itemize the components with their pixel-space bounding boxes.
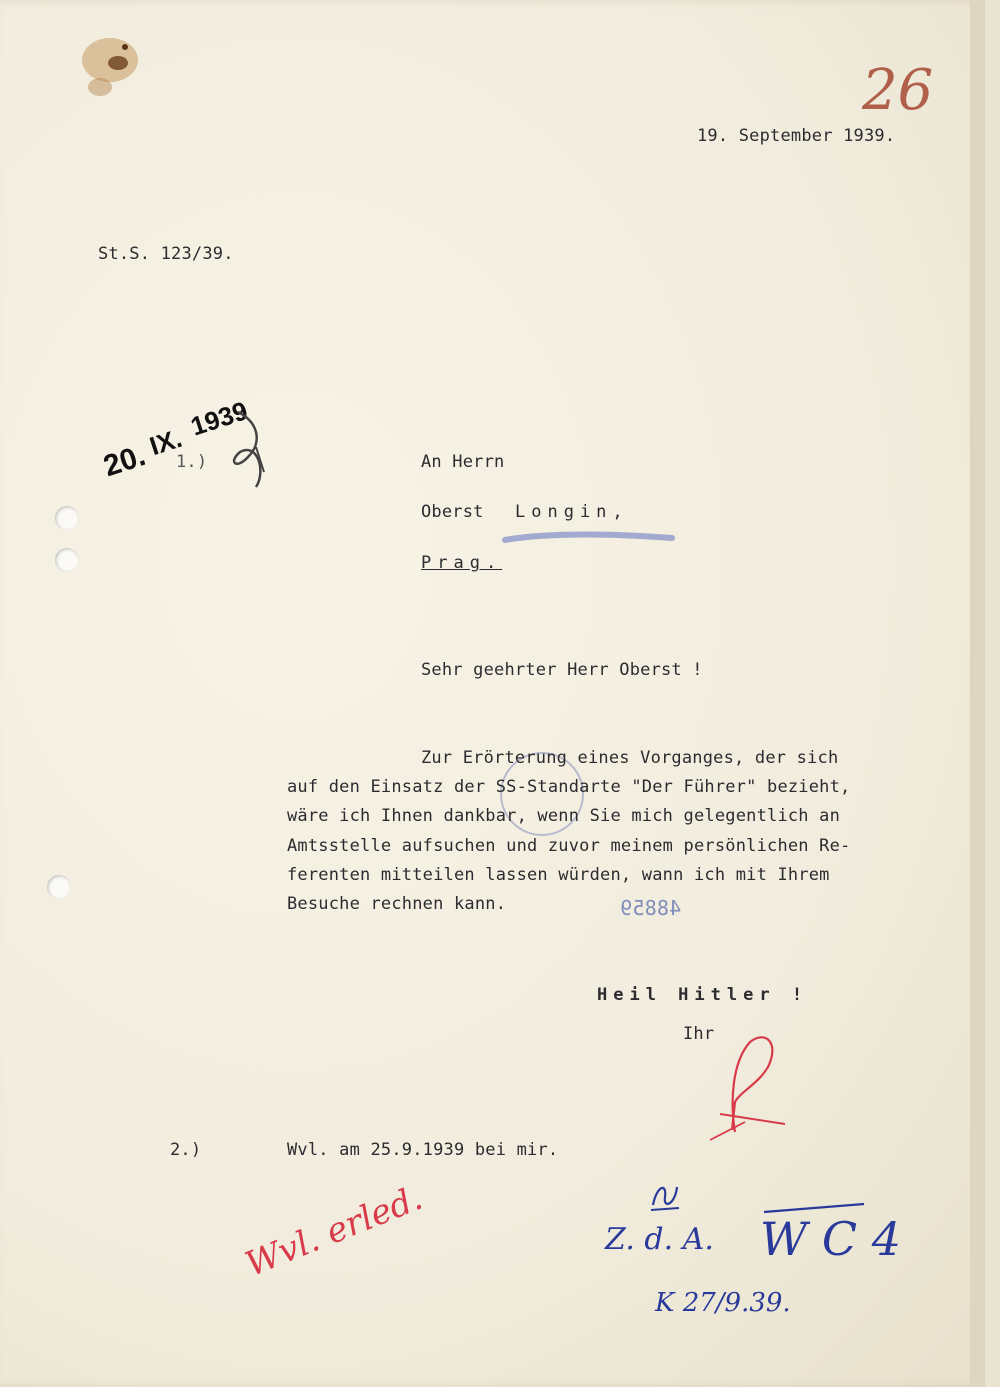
stamp-day: 20. bbox=[99, 439, 150, 484]
body-line: Besuche rechnen kann. bbox=[287, 894, 507, 914]
punch-hole bbox=[55, 548, 79, 572]
paper-edge bbox=[970, 0, 985, 1387]
initials-scribble bbox=[218, 402, 278, 492]
stamp-month: IX. bbox=[145, 422, 186, 462]
blue-note-code: W C 4 bbox=[760, 1212, 901, 1266]
blue-underline bbox=[500, 528, 680, 548]
punch-hole bbox=[55, 506, 79, 530]
punch-hole bbox=[47, 875, 71, 899]
document-date: 19. September 1939. bbox=[697, 126, 896, 146]
recipient-city: Prag. bbox=[421, 553, 503, 573]
body-line: ferenten mitteilen lassen würden, wann ich mit Ihrem bbox=[287, 865, 830, 885]
reference-number: St.S. 123/39. bbox=[98, 244, 234, 264]
blue-overline bbox=[760, 1198, 870, 1218]
mirrored-number-stamp: 48859 bbox=[620, 896, 682, 920]
item-2-marker: 2.) bbox=[170, 1140, 202, 1160]
closing-greeting: Heil Hitler ! bbox=[597, 985, 809, 1005]
body-line: Zur Erörterung eines Vorganges, der sich bbox=[421, 748, 839, 768]
salutation: Sehr geehrter Herr Oberst ! bbox=[421, 660, 703, 680]
signature-red bbox=[690, 1022, 800, 1152]
body-line: Amtsstelle aufsuchen und zuvor meinem persönlichen Re- bbox=[287, 836, 851, 856]
blue-note-line1: Z. d. A. bbox=[605, 1222, 714, 1257]
body-line: wäre ich Ihnen dankbar, wenn Sie mich gelegentlich an bbox=[287, 806, 841, 826]
recipient-line1: An Herrn bbox=[421, 452, 505, 472]
recipient-name: Longin, bbox=[515, 502, 629, 522]
body-line: auf den Einsatz der SS-Standarte "Der Führer" bezieht, bbox=[287, 777, 851, 797]
blue-note-date: K 27/9.39. bbox=[655, 1288, 791, 1318]
blue-mark-scribble bbox=[645, 1175, 685, 1215]
closing-ihr: Ihr bbox=[683, 1024, 715, 1044]
stain-mark bbox=[70, 25, 160, 115]
archive-number: 26 bbox=[862, 58, 934, 123]
stamp-year: 1939 bbox=[186, 395, 252, 442]
recipient-title: Oberst bbox=[421, 502, 484, 522]
red-handwritten-note: Wvl. erled. bbox=[240, 1178, 429, 1285]
item-2-text: Wvl. am 25.9.1939 bei mir. bbox=[287, 1140, 559, 1160]
item-1-marker: 1.) bbox=[176, 452, 208, 472]
